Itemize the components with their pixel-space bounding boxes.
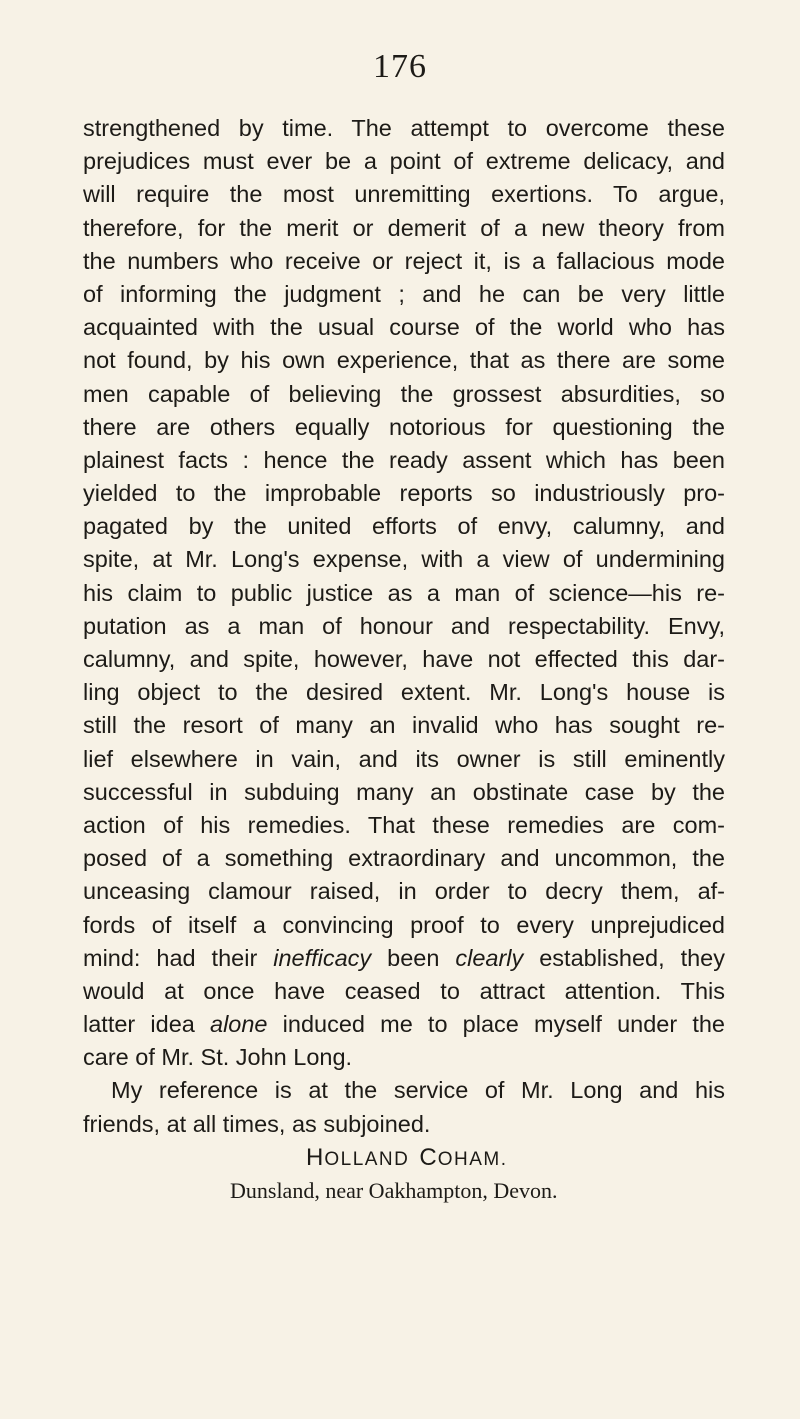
text-line: strengthened by time. The attempt to overcome these bbox=[83, 115, 725, 141]
text-line: spite, at Mr. Long's expense, with a view of undermining bbox=[83, 546, 725, 573]
text-line: calumny, and spite, however, have not effected this dar- bbox=[83, 646, 725, 672]
text-line: unceasing clamour raised, in order to decry them, af- bbox=[83, 878, 725, 905]
text-line: will require the most unremitting exertions. To argue, bbox=[83, 181, 725, 208]
text-line: ling object to the desired extent. Mr. Long's house is bbox=[83, 679, 725, 706]
place-line: Dunsland, near Oakhampton, Devon. bbox=[230, 1178, 558, 1203]
text-line bbox=[83, 942, 725, 975]
italic-clearly: clearly bbox=[455, 944, 524, 971]
text-line: therefore, for the merit or demerit of a new theory from bbox=[83, 214, 725, 241]
text-line: posed of a something extraordinary and uncommon, the bbox=[83, 845, 725, 872]
italic-alone: alone bbox=[210, 1011, 268, 1038]
text-run: mind: had their bbox=[83, 944, 274, 971]
text-run: established, they bbox=[523, 944, 725, 971]
text-line: plainest facts : hence the ready assent which has been bbox=[83, 446, 725, 473]
text-line: pagated by the united efforts of envy, calumny, and bbox=[83, 513, 725, 540]
text-line: friends, at all times, as subjoined. bbox=[83, 1110, 431, 1137]
signature-initial: H bbox=[306, 1143, 325, 1171]
text-line: not found, by his own experience, that as there are some bbox=[83, 347, 725, 374]
text-line: My reference is at the service of Mr. Long and his bbox=[111, 1077, 725, 1104]
text-line: fords of itself a convincing proof to every unprejudiced bbox=[83, 911, 725, 938]
text-line: putation as a man of honour and respectability. Envy, bbox=[83, 612, 725, 639]
text-run: latter idea bbox=[83, 1011, 210, 1038]
body-text bbox=[83, 112, 725, 1207]
signature bbox=[83, 1141, 725, 1174]
text-run: induced me to place myself under the bbox=[267, 1011, 726, 1038]
text-line: his claim to public justice as a man of science—his re- bbox=[83, 579, 725, 606]
text-line: there are others equally notorious for questioning the bbox=[83, 413, 725, 440]
signature-text: OHAM. bbox=[437, 1148, 508, 1170]
text-line: action of his remedies. That these remedies are com- bbox=[83, 811, 725, 838]
signature-text: OLLAND bbox=[324, 1148, 410, 1170]
text-line: yielded to the improbable reports so industriously pro- bbox=[83, 480, 725, 507]
italic-inefficacy: inefficacy bbox=[273, 944, 372, 971]
text-line: successful in subduing many an obstinate case by the bbox=[83, 778, 725, 805]
text-line: would at once have ceased to attract attention. This bbox=[83, 977, 725, 1004]
text-line: prejudices must ever be a point of extreme delicacy, and bbox=[83, 148, 725, 175]
text-line bbox=[83, 1008, 725, 1041]
text-run: been bbox=[371, 944, 456, 971]
text-line: lief elsewhere in vain, and its owner is still eminently bbox=[83, 745, 725, 772]
text-line: still the resort of many an invalid who has sought re- bbox=[83, 712, 725, 739]
text-line: care of Mr. St. John Long. bbox=[83, 1044, 353, 1071]
signature-initial: C bbox=[419, 1143, 438, 1171]
page-number: 176 bbox=[373, 48, 427, 85]
text-line: the numbers who receive or reject it, is a fallacious mode bbox=[83, 247, 725, 274]
text-line: acquainted with the usual course of the world who has bbox=[83, 314, 725, 341]
text-line: of informing the judgment ; and he can be very little bbox=[83, 280, 725, 307]
text-line: men capable of believing the grossest absurdities, so bbox=[83, 380, 725, 407]
